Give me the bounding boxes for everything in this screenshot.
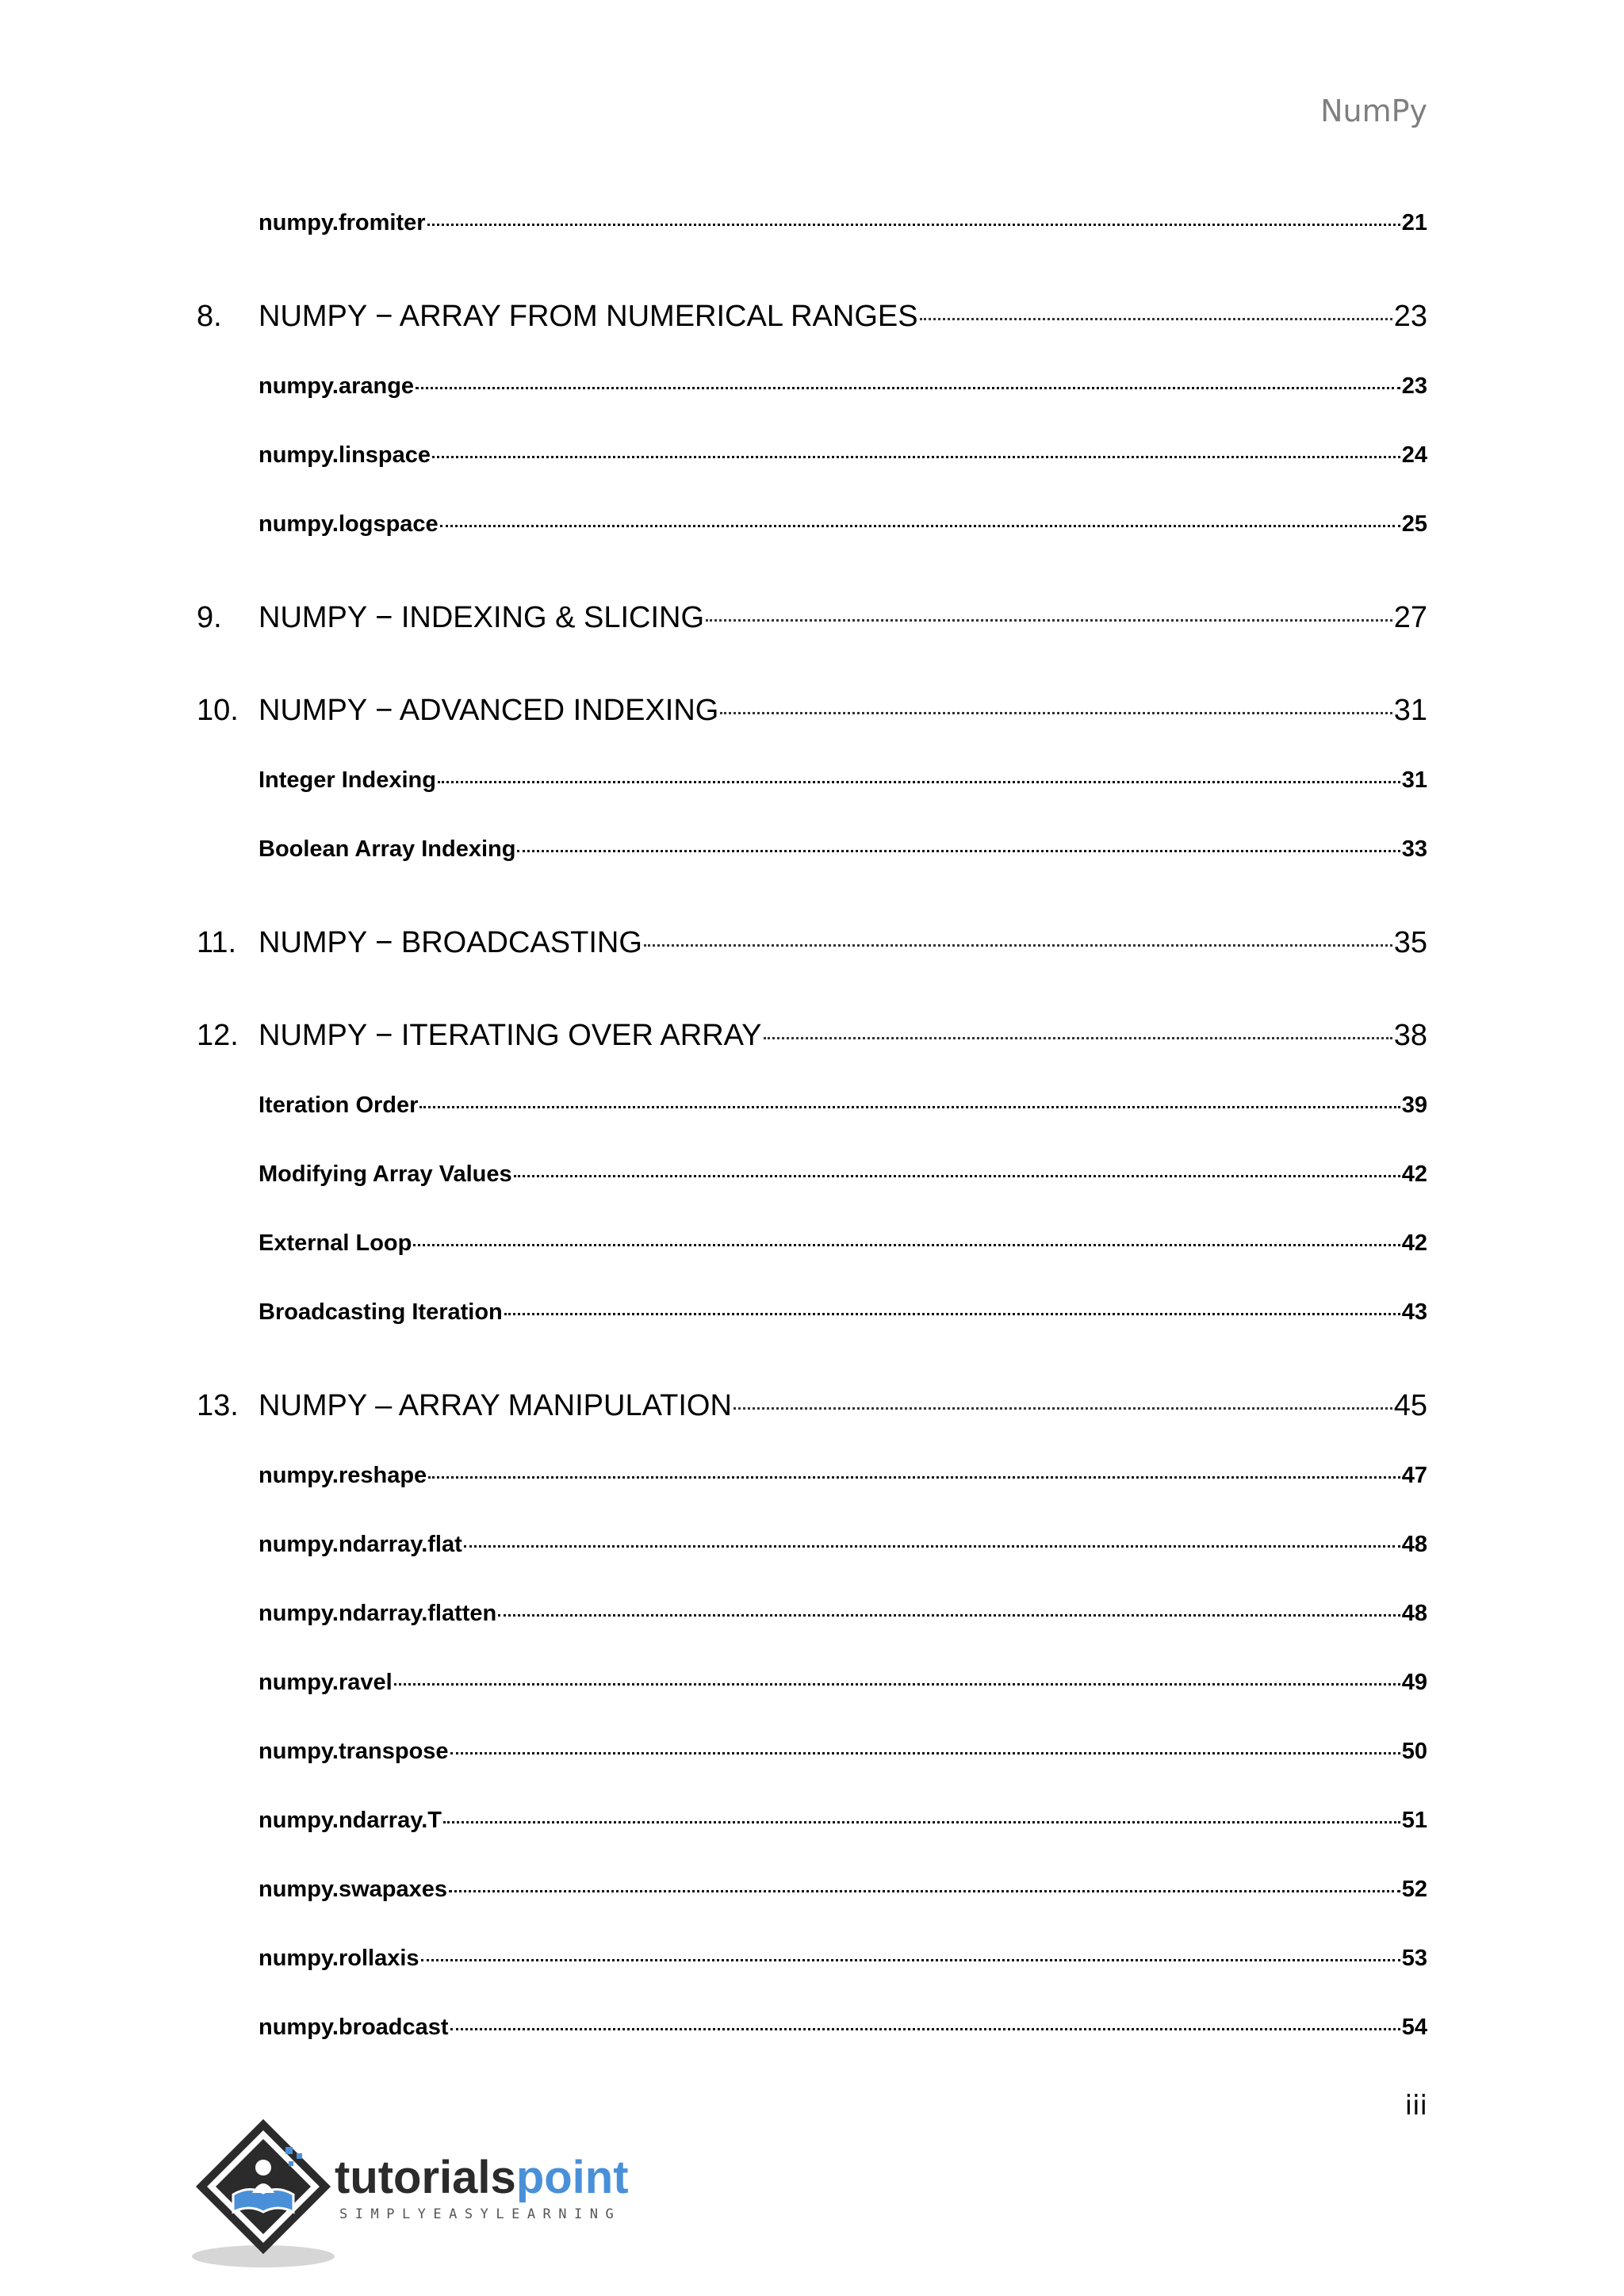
dot-leader xyxy=(394,1683,1400,1686)
toc-sub-entry[interactable] xyxy=(259,442,1427,469)
dot-leader xyxy=(432,456,1400,458)
toc-chapter-number: 10. xyxy=(197,694,239,727)
toc-page-number: 31 xyxy=(1393,694,1427,727)
dot-leader xyxy=(720,712,1392,714)
toc-sub-entry[interactable] xyxy=(259,1877,1427,1903)
logo-tagline: SIMPLYEASYLEARNING xyxy=(339,2206,622,2222)
dot-leader xyxy=(427,224,1400,226)
dot-leader xyxy=(419,1106,1400,1108)
toc-sub-entry[interactable] xyxy=(259,1808,1427,1834)
dot-leader xyxy=(438,781,1400,783)
toc-chapter-entry[interactable] xyxy=(197,694,1427,728)
toc-sub-entry[interactable] xyxy=(259,1161,1427,1188)
toc-sub-entry[interactable] xyxy=(259,210,1427,236)
toc-entry-label: NUMPY − INDEXING & SLICING xyxy=(259,601,705,634)
dot-leader xyxy=(416,387,1400,389)
toc-entry-label: NUMPY – ARRAY MANIPULATION xyxy=(259,1389,732,1422)
toc-sub-entry[interactable] xyxy=(259,1739,1427,1765)
toc-page-number: 25 xyxy=(1401,511,1427,537)
toc-chapter-number: 9. xyxy=(197,601,222,634)
dot-leader xyxy=(764,1037,1392,1039)
toc-page-number: 35 xyxy=(1393,926,1427,959)
toc-sub-entry[interactable] xyxy=(259,1532,1427,1558)
toc-page-number: 51 xyxy=(1401,1808,1427,1833)
toc-page-number: 24 xyxy=(1401,442,1427,468)
page-number: iii xyxy=(1404,2090,1427,2122)
toc-chapter-entry[interactable] xyxy=(197,926,1427,960)
toc-entry-label: NUMPY − ITERATING OVER ARRAY xyxy=(259,1019,762,1052)
toc-page-number: 33 xyxy=(1401,836,1427,862)
toc-page-number: 42 xyxy=(1401,1230,1427,1256)
toc-entry-label: Boolean Array Indexing xyxy=(259,836,516,862)
toc-page-number: 45 xyxy=(1393,1389,1427,1422)
toc-entry-label: NUMPY − ARRAY FROM NUMERICAL RANGES xyxy=(259,300,918,333)
toc-sub-entry[interactable] xyxy=(259,836,1427,863)
dot-leader xyxy=(644,944,1392,947)
toc-page-number: 21 xyxy=(1401,210,1427,235)
toc-chapter-number: 12. xyxy=(197,1019,239,1052)
toc-entry-label: numpy.transpose xyxy=(259,1739,449,1764)
dot-leader xyxy=(413,1244,1400,1246)
toc-entry-label: numpy.fromiter xyxy=(259,210,426,235)
toc-sub-entry[interactable] xyxy=(259,1670,1427,1696)
toc-entry-label: NUMPY − BROADCASTING xyxy=(259,926,642,959)
dot-leader xyxy=(450,1752,1400,1755)
toc-entry-label: numpy.ravel xyxy=(259,1670,393,1695)
dot-leader xyxy=(428,1476,1400,1479)
toc-sub-entry[interactable] xyxy=(259,373,1427,400)
toc-page-number: 23 xyxy=(1401,373,1427,399)
toc-entry-label: Iteration Order xyxy=(259,1093,419,1118)
toc-sub-entry[interactable] xyxy=(259,1463,1427,1489)
toc-entry-label: numpy.broadcast xyxy=(259,2015,449,2040)
toc-page-number: 38 xyxy=(1393,1019,1427,1052)
toc-chapter-number: 8. xyxy=(197,300,222,333)
dot-leader xyxy=(421,1959,1400,1961)
svg-text:tutorialspoint xyxy=(335,2152,629,2203)
toc-page-number: 43 xyxy=(1401,1299,1427,1325)
dot-leader xyxy=(733,1407,1392,1410)
dot-leader xyxy=(920,318,1392,320)
toc-entry-label: numpy.ndarray.flat xyxy=(259,1532,462,1557)
dot-leader xyxy=(498,1614,1400,1617)
toc-sub-entry[interactable] xyxy=(259,1093,1427,1119)
dot-leader xyxy=(706,619,1392,622)
toc-entry-label: numpy.swapaxes xyxy=(259,1877,448,1902)
toc-entry-label: numpy.rollaxis xyxy=(259,1946,419,1971)
logo-name-part1: tutorials xyxy=(335,2152,516,2203)
toc-page-number: 48 xyxy=(1401,1601,1427,1626)
dot-leader xyxy=(517,850,1400,852)
toc-page-number: 39 xyxy=(1401,1093,1427,1118)
toc-page-number: 50 xyxy=(1401,1739,1427,1764)
toc-entry-label: Modifying Array Values xyxy=(259,1161,512,1187)
toc-entry-label: Broadcasting Iteration xyxy=(259,1299,503,1325)
toc-page-number: 52 xyxy=(1401,1877,1427,1902)
toc-page-number: 48 xyxy=(1401,1532,1427,1557)
toc-entry-label: numpy.linspace xyxy=(259,442,431,468)
toc-chapter-number: 13. xyxy=(197,1389,239,1422)
toc-page-number: 53 xyxy=(1401,1946,1427,1971)
toc-page-number: 31 xyxy=(1401,767,1427,793)
dot-leader xyxy=(449,1890,1400,1892)
toc-entry-label: Integer Indexing xyxy=(259,767,436,793)
toc-page-number: 42 xyxy=(1401,1161,1427,1187)
toc-sub-entry[interactable] xyxy=(259,2015,1427,2041)
dot-leader xyxy=(450,2028,1400,2030)
toc-page-number: 49 xyxy=(1401,1670,1427,1695)
toc-entry-label: NUMPY − ADVANCED INDEXING xyxy=(259,694,719,727)
tutorialspoint-logo xyxy=(192,2115,684,2274)
toc-page-number: 47 xyxy=(1401,1463,1427,1488)
dot-leader xyxy=(504,1313,1400,1315)
toc-sub-entry[interactable] xyxy=(259,767,1427,794)
toc-sub-entry[interactable] xyxy=(259,1230,1427,1257)
toc-chapter-entry[interactable] xyxy=(197,300,1427,334)
toc-chapter-entry[interactable] xyxy=(197,601,1427,635)
toc-entry-label: numpy.logspace xyxy=(259,511,439,537)
toc-sub-entry[interactable] xyxy=(259,1946,1427,1972)
logo-name-part2: point xyxy=(515,2152,629,2203)
toc-entry-label: numpy.arange xyxy=(259,373,415,399)
running-header: NumPy xyxy=(1320,94,1427,128)
toc-sub-entry[interactable] xyxy=(259,511,1427,538)
dot-leader xyxy=(440,525,1400,527)
toc-entry-label: numpy.ndarray.flatten xyxy=(259,1601,497,1626)
dot-leader xyxy=(514,1175,1400,1177)
dot-leader xyxy=(464,1545,1400,1548)
toc-page-number: 23 xyxy=(1393,300,1427,333)
toc-entry-label: External Loop xyxy=(259,1230,412,1256)
dot-leader xyxy=(443,1821,1400,1823)
toc-page-number: 54 xyxy=(1401,2015,1427,2040)
toc-chapter-entry[interactable] xyxy=(197,1389,1427,1423)
logo-person-icon xyxy=(255,2160,271,2175)
toc-entry-label: numpy.ndarray.T xyxy=(259,1808,442,1833)
toc-chapter-number: 11. xyxy=(197,926,237,959)
toc-sub-entry[interactable] xyxy=(259,1299,1427,1326)
toc-entry-label: numpy.reshape xyxy=(259,1463,427,1488)
toc-chapter-entry[interactable] xyxy=(197,1019,1427,1053)
toc-page-number: 27 xyxy=(1393,601,1427,634)
toc-sub-entry[interactable] xyxy=(259,1601,1427,1627)
